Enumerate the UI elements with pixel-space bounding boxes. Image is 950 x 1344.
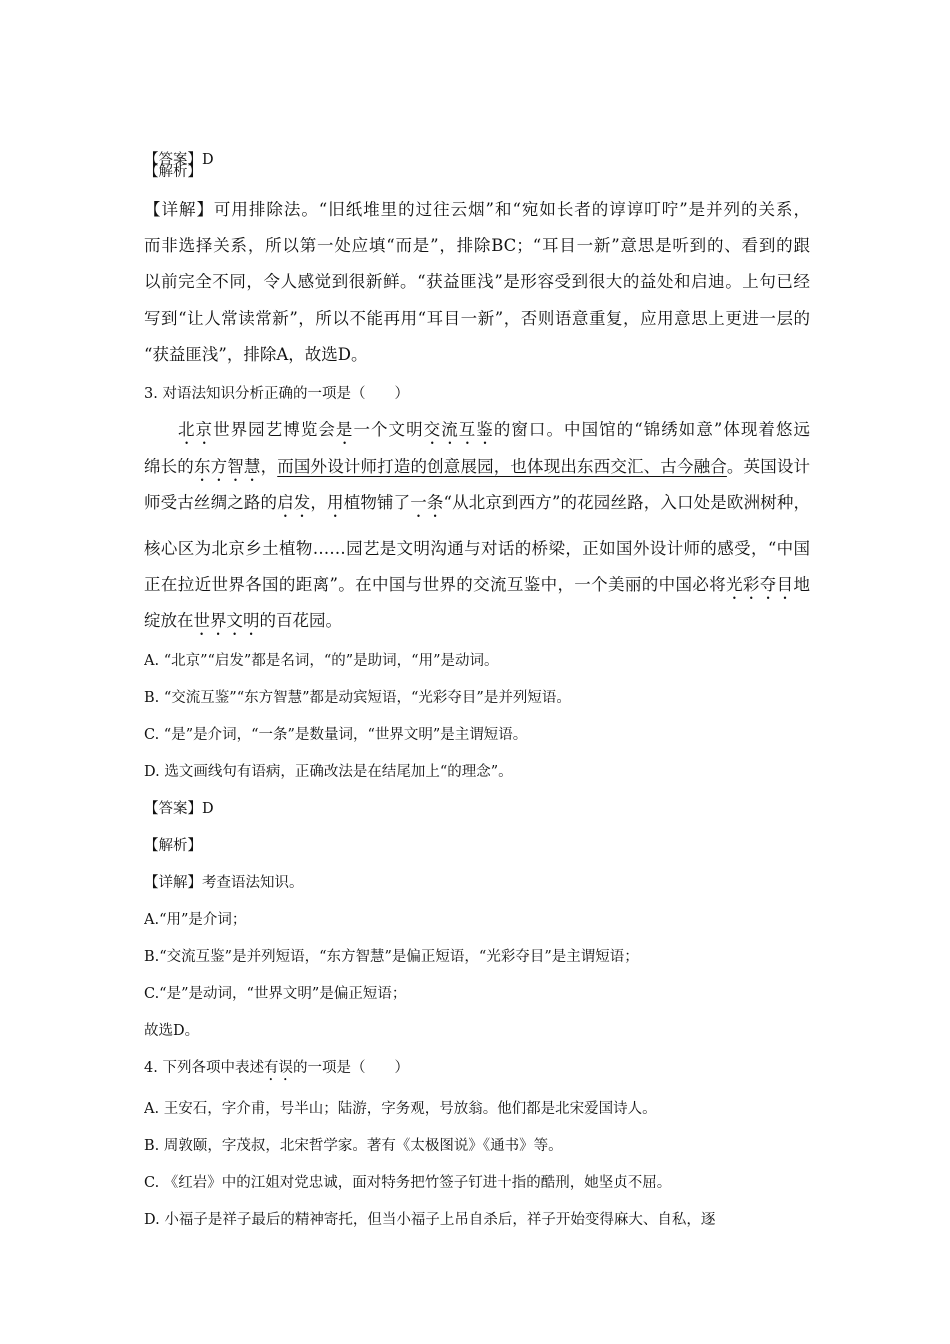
q2-analysis-label: 【解析】 bbox=[144, 164, 202, 180]
q3-option-a: A. “北京”“启发”都是名词，“的”是助词，“用”是动词。 bbox=[144, 653, 499, 669]
q2-detail-line: 写到“让人常读常新”，所以不能再用“耳目一新”，否则语意重复，应用意思上更进一层的 bbox=[144, 309, 810, 328]
q2-answer: 【答案】D bbox=[144, 152, 214, 168]
emphasized-word: 世界文明 bbox=[193, 611, 260, 630]
q3-passage-line: 师受古丝绸之路的启发，用植物铺了一条“从北京到西方”的花园丝路，入口处是欧洲树种， bbox=[144, 493, 810, 512]
q4-option-b: B. 周敦颐，字茂叔，北宋哲学家。著有《太极图说》《通书》等。 bbox=[144, 1138, 563, 1154]
q3-passage-line: 核心区为北京乡土植物……园艺是文明沟通与对话的桥梁，正如国外设计师的感受，“中国 bbox=[144, 539, 810, 558]
emphasized-word: 东方智慧 bbox=[193, 457, 261, 476]
q3-detail-line: B.“交流互鉴”是并列短语，“东方智慧”是偏正短语，“光彩夺目”是主谓短语； bbox=[144, 949, 639, 965]
q2-detail-line: 而非选择关系，所以第一处应填“而是”，排除BC；“耳目一新”意思是听到的、看到的跟 bbox=[144, 236, 810, 255]
q4-stem: 4. 下列各项中表述有误的一项是（ ） bbox=[144, 1060, 409, 1076]
q3-passage-line: 正在拉近世界各国的距离”。在中国与世界的交流互鉴中，一个美丽的中国必将光彩夺目地 bbox=[144, 575, 810, 594]
emphasized-word: 光彩夺目 bbox=[726, 575, 794, 594]
q4-option-d: D. 小福子是祥子最后的精神寄托，但当小福子上吊自杀后，祥子开始变得麻大、自私，逐 bbox=[144, 1212, 716, 1228]
emphasized-word: 北京 bbox=[178, 420, 214, 439]
underlined-sentence: 而国外设计师打造的创意展园，也体现出东西交汇、古今融合 bbox=[277, 457, 727, 476]
q3-detail-line: A.“用”是介词； bbox=[144, 912, 247, 928]
q3-option-d: D. 选文画线句有语病，正确改法是在结尾加上“的理念”。 bbox=[144, 764, 513, 780]
emphasized-word: 交流互鉴 bbox=[423, 420, 494, 439]
emphasized-word: 启发 bbox=[277, 493, 311, 512]
q3-passage-line: 北京世界园艺博览会是一个文明交流互鉴的窗口。中国馆的“锦绣如意”体现着悠远 bbox=[178, 420, 810, 439]
q3-option-c: C. “是”是介词，“一条”是数量词，“世界文明”是主谓短语。 bbox=[144, 727, 528, 743]
q3-detail-line: C.“是”是动词，“世界文明”是偏正短语； bbox=[144, 986, 407, 1002]
emphasized-word: 有误 bbox=[263, 1060, 293, 1076]
q3-detail-line: 故选D。 bbox=[144, 1023, 200, 1039]
emphasized-word: 用 bbox=[327, 493, 344, 512]
q3-detail-line: 【详解】考查语法知识。 bbox=[144, 875, 304, 891]
q3-stem: 3. 对语法知识分析正确的一项是（ ） bbox=[144, 386, 409, 402]
q4-option-a: A. 王安石，字介甫，号半山；陆游，字务观，号放翁。他们都是北宋爱国诗人。 bbox=[144, 1101, 657, 1117]
q2-detail-line: 以前完全不同，令人感觉到很新鲜。“获益匪浅”是形容受到很大的益处和启迪。上句已经 bbox=[144, 272, 810, 291]
emphasized-word: 是 bbox=[335, 420, 354, 439]
q2-detail-line: 【详解】可用排除法。“旧纸堆里的过往云烟”和“宛如长者的谆谆叮咛”是并列的关系， bbox=[144, 200, 810, 219]
emphasized-word: 一条 bbox=[410, 493, 444, 512]
q4-option-c: C. 《红岩》中的江姐对党忠诚，面对特务把竹签子钉进十指的酷刑，她坚贞不屈。 bbox=[144, 1175, 672, 1191]
q3-passage-line: 绽放在世界文明的百花园。 bbox=[144, 611, 342, 630]
q3-passage-line: 绵长的东方智慧，而国外设计师打造的创意展园，也体现出东西交汇、古今融合。英国设计 bbox=[144, 457, 810, 476]
q3-analysis-label: 【解析】 bbox=[144, 838, 202, 854]
q2-detail-line: “获益匪浅”，排除A，故选D。 bbox=[144, 345, 368, 364]
q3-option-b: B. “交流互鉴”“东方智慧”都是动宾短语，“光彩夺目”是并列短语。 bbox=[144, 690, 571, 706]
q3-answer: 【答案】D bbox=[144, 801, 214, 817]
